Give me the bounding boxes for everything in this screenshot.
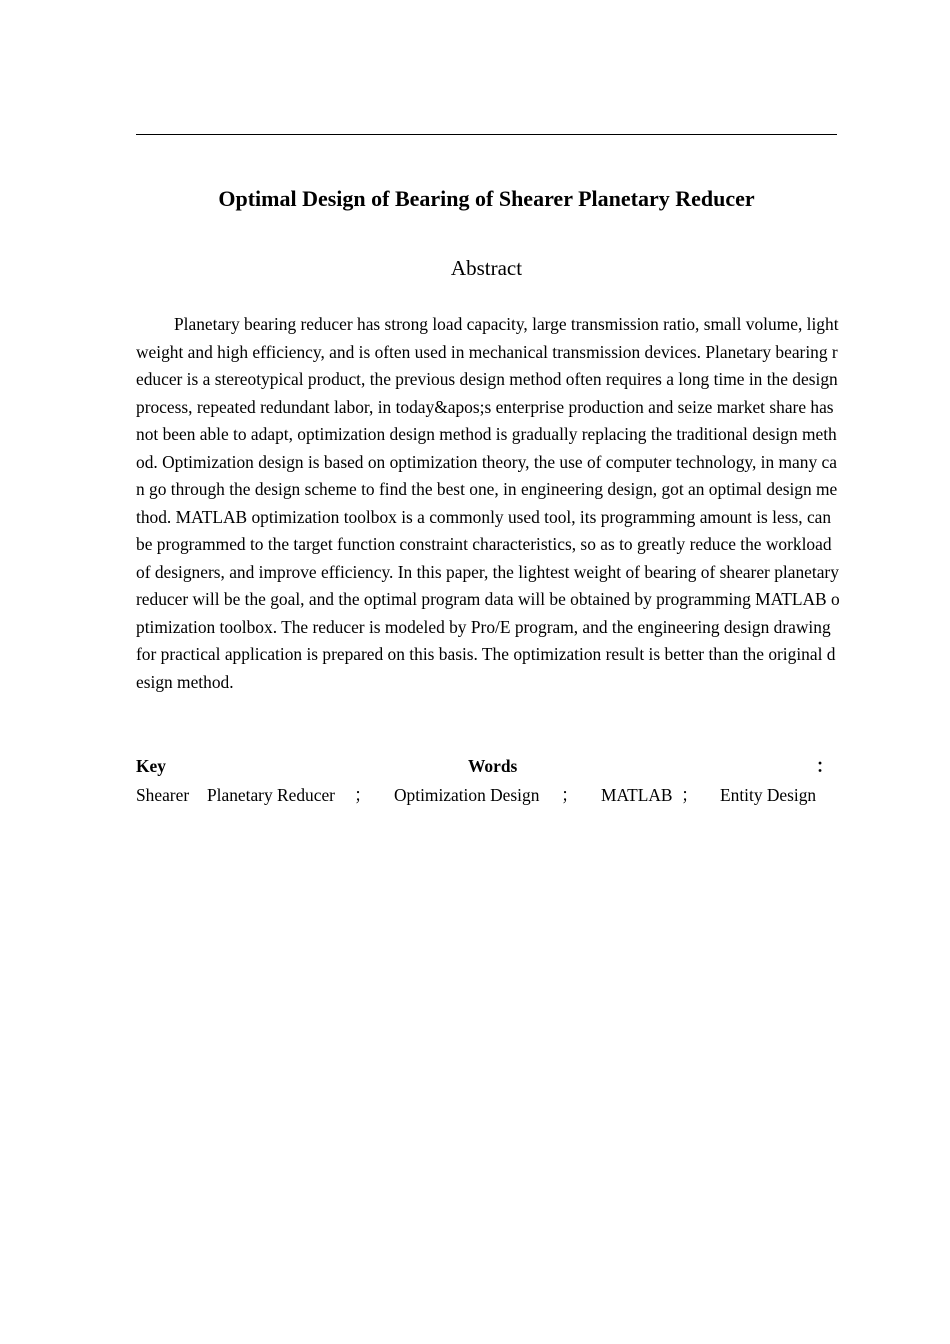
keyword-item: Entity Design [720,785,817,805]
keyword-item: Shearer [136,785,190,805]
keyword-separator: ； [561,785,579,805]
keyword-item: Optimization Design [394,785,540,805]
header-rule [136,134,837,135]
keyword-separator: ； [354,785,372,805]
keyword-item: Planetary Reducer [207,785,335,805]
paper-title: Optimal Design of Bearing of Shearer Planetary Reducer [218,186,755,211]
keyword-item: MATLAB [601,785,673,805]
keyword-separator: ； [681,785,699,805]
keywords-label-words: Words [468,756,518,776]
keywords-label [136,752,834,780]
abstract-body: Planetary bearing reducer has strong load capacity, large transmission ratio, small volume, light weight and high efficiency, and is often used in mechanical transmission devices. Planetary bearing reducer is a stereotypical product, the previous design method often requires a long time in the design process, repeated redundant labor, in today&apos;s enterprise production and seize market share has not been able to adapt, optimization design method is gradually replacing the traditional design method. Optimization design is based on optimization theory, the use of computer technology, in many can go through the design scheme to find the best one, in engineering design, got an optimal design method. MATLAB optimization toolbox is a commonly used tool, its programming amount is less, can be programmed to the target function constraint characteristics, so as to greatly reduce the workload of designers, and improve efficiency. In this paper, the lightest weight of bearing of shearer planetary reducer will be the goal, and the optimal program data will be obtained by programming MATLAB optimization toolbox. The reducer is modeled by Pro/E program, and the engineering design drawing for practical application is prepared on this basis. The optimization result is better than the original design method. [136,314,840,692]
keywords-list [136,781,836,809]
abstract-heading: Abstract [450,256,523,280]
keywords-label-colon: ： [816,756,834,776]
keywords-label-key: Key [136,756,166,776]
